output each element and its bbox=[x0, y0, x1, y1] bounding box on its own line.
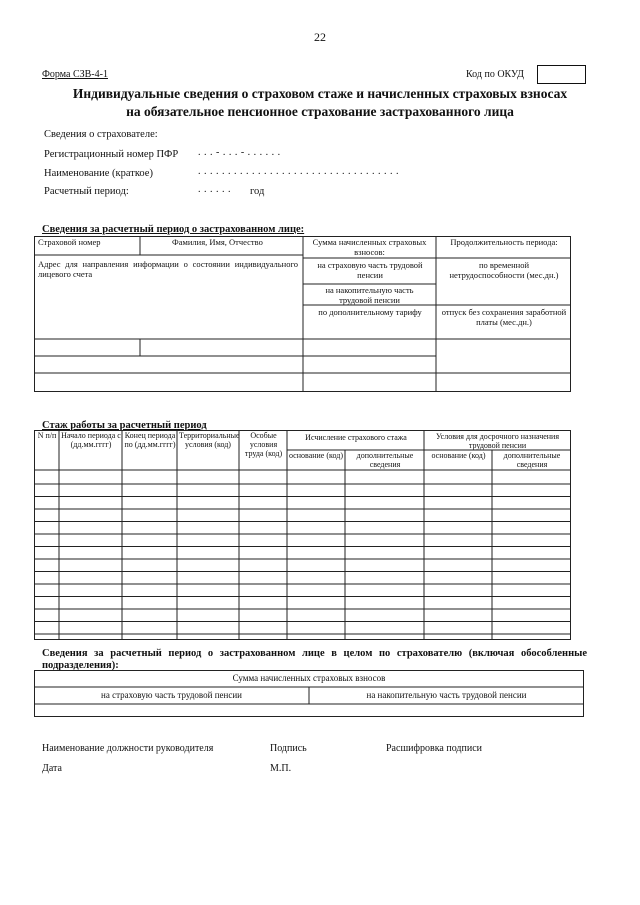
h-territorial: Территориальные условия (код) bbox=[179, 431, 240, 449]
footer-date: Дата bbox=[42, 763, 62, 774]
okud-label: Код по ОКУД bbox=[466, 69, 524, 80]
document-title-line2: на обязательное пенсионное страхование застрахованного лица bbox=[126, 104, 514, 119]
sum-additional-tariff: по дополнительному тарифу bbox=[318, 307, 422, 317]
sum-insurance-part: на страховую часть трудовой пенсии bbox=[317, 260, 423, 280]
h-special: Особые условия труда (код) bbox=[244, 431, 283, 458]
document-title-line1: Индивидуальные сведения о страховом стаже и начисленных страховых взносах bbox=[72, 86, 568, 101]
col-duration: Продолжительность периода: bbox=[450, 237, 558, 247]
h-extra2: дополнительные сведения bbox=[503, 451, 561, 469]
col-fio: Фамилия, Имя, Отчество bbox=[172, 237, 263, 247]
stazh-heading: Стаж работы за расчетный период bbox=[42, 420, 207, 431]
summary-sum-header: Сумма начисленных страховых взносов bbox=[232, 673, 386, 683]
period-field[interactable]: . . . . . . bbox=[198, 184, 231, 195]
footer-signature: Подпись bbox=[270, 743, 307, 754]
reg-number-field[interactable]: . . . - . . . - . . . . . . bbox=[198, 147, 281, 158]
okud-code-field[interactable] bbox=[537, 65, 586, 84]
h-extra1: дополнительные сведения bbox=[356, 451, 414, 469]
page-number: 22 bbox=[314, 30, 326, 44]
h-basis1: основание (код) bbox=[288, 451, 343, 460]
h-num: N п/п bbox=[37, 431, 57, 440]
duration-sick-leave: по временной нетрудоспособности (мес.дн.) bbox=[449, 260, 559, 280]
h-calc: Исчисление страхового стажа bbox=[305, 433, 407, 442]
stazh-table-grid bbox=[34, 430, 571, 640]
stazh-table bbox=[34, 430, 571, 640]
footer-decode: Расшифровка подписи bbox=[386, 743, 482, 754]
duration-unpaid-leave: отпуск без сохранения заработной платы (мес.дн.) bbox=[441, 307, 567, 327]
address-label: Адрес для направления информации о состоянии индивидуального лицевого счета bbox=[38, 259, 298, 279]
col-insurance-number: Страховой номер bbox=[38, 237, 101, 247]
insurer-heading: Сведения о страхователе: bbox=[44, 129, 158, 140]
summary-heading: Сведения за расчетный период о застрахованном лице в целом по страхователю (включая обособленные подразделения): bbox=[42, 648, 587, 671]
footer-position: Наименование должности руководителя bbox=[42, 743, 214, 754]
sum-funded-part: на накопительную часть трудовой пенсии bbox=[325, 285, 414, 305]
h-early: Условия для досрочного назначения трудовой пенсии bbox=[435, 432, 560, 450]
name-label: Наименование (краткое) bbox=[44, 168, 153, 179]
summary-table bbox=[34, 670, 584, 717]
h-end: Конец периода по (дд.мм.гггг) bbox=[124, 431, 176, 449]
h-basis2: основание (код) bbox=[431, 451, 486, 460]
col-sum: Сумма начисленных страховых взносов: bbox=[312, 237, 427, 257]
footer-stamp: М.П. bbox=[270, 763, 292, 774]
form-label: Форма СЗВ-4-1 bbox=[42, 69, 108, 80]
insured-table bbox=[34, 236, 571, 392]
summary-col-funded: на накопительную часть трудовой пенсии bbox=[366, 690, 527, 700]
insured-heading: Сведения за расчетный период о застрахованном лице: bbox=[42, 224, 305, 235]
period-year: год bbox=[250, 186, 265, 197]
h-start: Начало периода с (дд.мм.гггг) bbox=[61, 431, 121, 449]
period-label: Расчетный период: bbox=[44, 186, 129, 197]
reg-number-label: Регистрационный номер ПФР bbox=[44, 149, 179, 160]
summary-col-insurance: на страховую часть трудовой пенсии bbox=[101, 690, 242, 700]
name-field[interactable]: . . . . . . . . . . . . . . . . . . . . . . . . . . . . . . . . . . bbox=[198, 166, 399, 177]
